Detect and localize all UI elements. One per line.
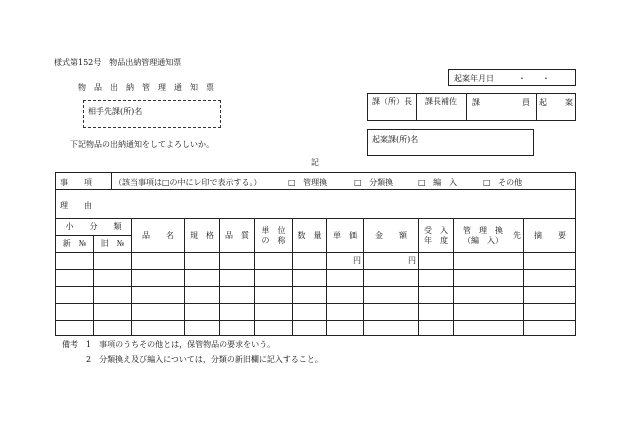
option-transfer-label: 管理換 (303, 178, 328, 187)
new-no-header: 新 № (62, 239, 87, 248)
form-number: 様式第152号 物品出納管理通知票 (54, 58, 182, 67)
unit-header (255, 219, 292, 252)
unit-header-line2: の 称 (261, 235, 286, 245)
drafting-division-box (367, 129, 534, 156)
approval-drafter: 起 (539, 98, 547, 107)
subcategory-header: 小 分 類 (65, 222, 122, 231)
amount-header: 金 額 (375, 230, 407, 240)
destination-header-line2: （編 入） (463, 235, 503, 245)
draft-date-box (448, 69, 576, 86)
amount-yen: 円 (408, 256, 416, 265)
note-item-2: 2 分類換え及び編入については，分類の新旧欄に記入すること。 (86, 355, 323, 364)
option-transfer[interactable] (288, 177, 327, 188)
drafting-division-label: 起案課(所)名 (372, 135, 419, 144)
checkbox-icon[interactable]: □ (483, 178, 491, 187)
item-name-header: 品 名 (142, 230, 174, 240)
ki-mark: 記 (311, 158, 319, 167)
approval-grid (367, 93, 576, 121)
destination-header (454, 219, 512, 252)
matters-instruction: （該当事項は□の中にレ印で表示する。） (114, 178, 262, 187)
destination-header-line1: 管 理 換 (463, 225, 503, 235)
checkbox-icon[interactable]: □ (354, 178, 362, 187)
notes-label: 備考 (62, 340, 78, 349)
recipient-label: 相手先課(所)名 (88, 107, 143, 116)
approval-section: 課 (472, 98, 480, 107)
quantity-header: 数 量 (297, 230, 322, 240)
approval-draft: 案 (565, 98, 573, 107)
option-other-label: その他 (498, 178, 523, 187)
unit-header-line1: 単 位 (261, 225, 286, 235)
approval-section-chief: 課（所）長 (372, 97, 412, 106)
option-incorporate[interactable] (418, 177, 457, 188)
fiscal-year-header (419, 219, 453, 252)
option-reclassify[interactable] (354, 177, 393, 188)
fiscal-header-line2: 年 度 (424, 235, 448, 245)
option-reclassify-label: 分類換 (369, 178, 394, 187)
checkbox-icon[interactable]: □ (418, 178, 426, 187)
unit-price-yen: 円 (353, 256, 361, 265)
checkbox-icon[interactable]: □ (288, 178, 296, 187)
spec-header: 規 格 (190, 230, 214, 240)
destination-suffix: 先 (513, 230, 521, 240)
document-title: 物 品 出 納 管 理 通 知 票 (78, 83, 214, 92)
option-incorporate-label: 編 入 (433, 178, 458, 187)
reason-label: 理 由 (60, 201, 92, 210)
quality-header: 品 質 (225, 230, 249, 240)
old-no-header: 旧 № (100, 239, 125, 248)
approval-deputy: 課長補佐 (425, 97, 457, 106)
main-form-table (55, 172, 576, 336)
approval-member: 員 (522, 98, 530, 107)
remarks-header: 摘 要 (534, 230, 566, 240)
option-other[interactable] (483, 177, 522, 188)
note-item-1: 1 事項のうちその他とは，保管物品の要求をいう。 (86, 340, 276, 349)
fiscal-header-line1: 受 入 (424, 225, 448, 235)
unit-price-header: 単 価 (333, 230, 357, 240)
matters-label: 事 項 (60, 178, 92, 187)
recipient-box (83, 100, 221, 128)
draft-date-label: 起案年月日 ・ ・ (454, 74, 550, 83)
request-text: 下記物品の出納通知をしてよろしいか。 (70, 140, 214, 149)
